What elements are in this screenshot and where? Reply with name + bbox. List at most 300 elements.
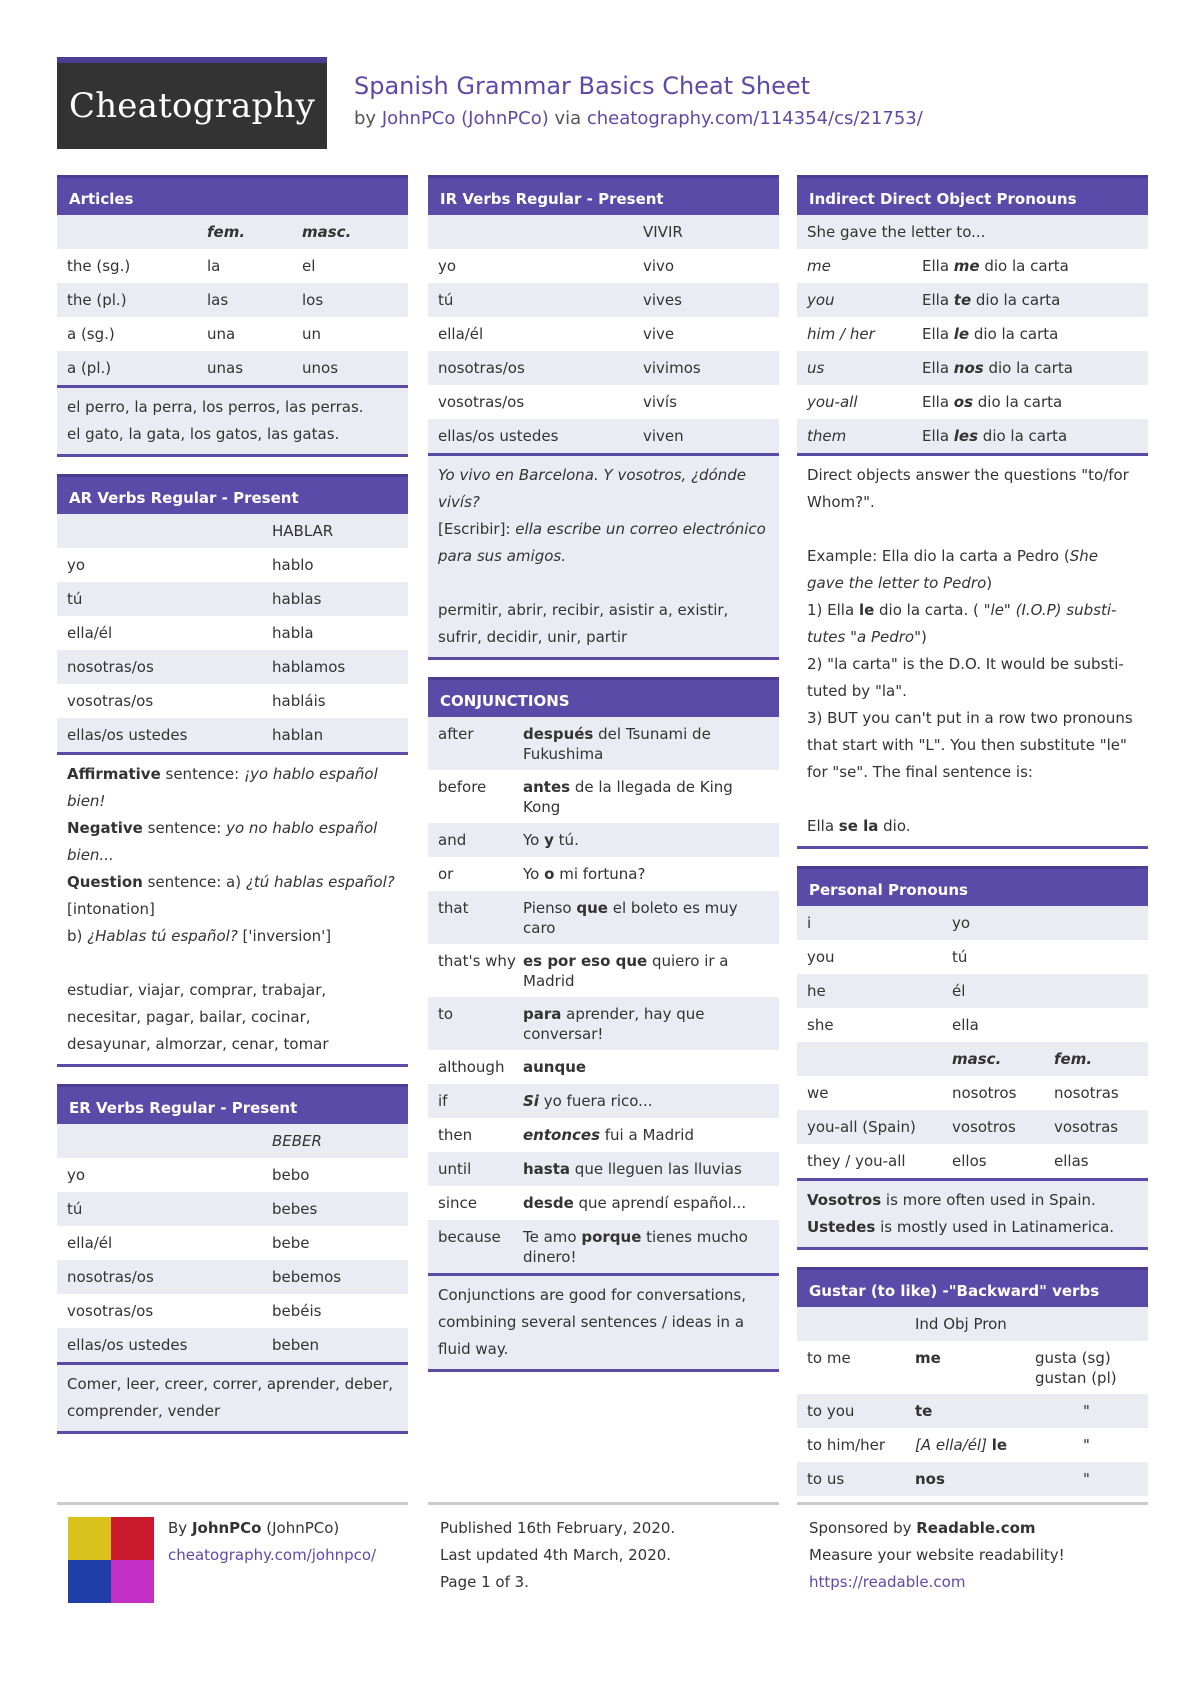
text: dio la carta bbox=[978, 427, 1068, 445]
cell: la bbox=[207, 257, 221, 275]
cell bbox=[523, 1220, 769, 1273]
cell: nosotras/os bbox=[438, 359, 525, 377]
cell: vive bbox=[643, 325, 675, 343]
table-row bbox=[57, 548, 408, 582]
cell bbox=[922, 317, 1138, 350]
table-row bbox=[797, 974, 1148, 1008]
col-fem: fem. bbox=[207, 223, 246, 241]
cell: unos bbox=[302, 359, 339, 377]
cell: bebe bbox=[272, 1234, 310, 1252]
col-masc: masc. bbox=[952, 1050, 1002, 1068]
table-row bbox=[57, 1124, 408, 1158]
cell: a (sg.) bbox=[67, 325, 115, 343]
table-row bbox=[797, 1076, 1148, 1110]
tag: [Escribir]: bbox=[438, 520, 516, 538]
cell: they / you-all bbox=[807, 1152, 906, 1170]
table-row bbox=[57, 1328, 408, 1362]
ir-verbs-box bbox=[428, 175, 779, 660]
text: dio. bbox=[878, 817, 911, 835]
cell: vosotras/os bbox=[438, 393, 525, 411]
example: ella escribe un correo electrónico para sus amigos. bbox=[438, 520, 766, 565]
iop-header: Indirect Direct Object Pronouns bbox=[797, 175, 1148, 215]
gustar-box bbox=[797, 1267, 1148, 1496]
cell: yo bbox=[67, 556, 86, 574]
column-3 bbox=[797, 175, 1148, 1496]
cell: he bbox=[807, 982, 826, 1000]
publish-info bbox=[440, 1515, 675, 1596]
articles-note bbox=[57, 385, 408, 454]
cell bbox=[915, 1341, 1035, 1374]
text: tienes mucho dinero! bbox=[523, 1228, 748, 1266]
cell: ellas bbox=[1054, 1152, 1089, 1170]
cell: that bbox=[438, 899, 469, 917]
cell bbox=[523, 823, 769, 856]
table-row bbox=[57, 1226, 408, 1260]
author-url-link[interactable]: cheatography.com/johnpco/ bbox=[168, 1546, 377, 1564]
cell: unas bbox=[207, 359, 244, 377]
text: [A ella/él] bbox=[915, 1436, 992, 1454]
cell: un bbox=[302, 325, 322, 343]
cell bbox=[523, 1050, 769, 1083]
cell bbox=[922, 385, 1138, 418]
text: Vosotros bbox=[807, 1191, 882, 1209]
ir-verbs-table bbox=[428, 215, 779, 453]
cell: tú bbox=[67, 1200, 83, 1218]
verb-header: HABLAR bbox=[272, 522, 334, 540]
table-row bbox=[57, 684, 408, 718]
text: que lleguen las lluvias bbox=[570, 1160, 742, 1178]
text: Te amo bbox=[523, 1228, 582, 1246]
example: ¿Hablas tú español? bbox=[87, 927, 238, 945]
cell: she bbox=[807, 1016, 834, 1034]
keyword: para bbox=[523, 1005, 562, 1023]
table-row bbox=[797, 1394, 1148, 1428]
text: de la llegada de King Kong bbox=[523, 778, 733, 816]
note-line bbox=[807, 597, 1138, 651]
cell: until bbox=[438, 1160, 472, 1178]
example: yo no hablo español bien... bbox=[67, 819, 378, 864]
cell bbox=[915, 1428, 1035, 1461]
cell: una bbox=[207, 325, 236, 343]
cell: bebemos bbox=[272, 1268, 342, 1286]
cell: vivís bbox=[643, 393, 677, 411]
cell: him / her bbox=[807, 325, 875, 343]
table-row bbox=[797, 283, 1148, 317]
cell: nosotros bbox=[952, 1084, 1017, 1102]
text: dio la carta bbox=[983, 359, 1073, 377]
text: gusta (sg) bbox=[1035, 1349, 1111, 1367]
text: She gave the letter to Pedro bbox=[807, 547, 1098, 592]
note-line bbox=[807, 543, 1138, 597]
table-row bbox=[57, 283, 408, 317]
cell: nosotras/os bbox=[67, 1268, 154, 1286]
spacer bbox=[67, 950, 398, 977]
table-row bbox=[797, 317, 1148, 351]
cell: hablo bbox=[272, 556, 314, 574]
table-row bbox=[428, 215, 779, 249]
author-link[interactable]: JohnPCo (JohnPCo) bbox=[381, 108, 549, 129]
cell bbox=[523, 1152, 769, 1185]
text: (JohnPCo) bbox=[261, 1519, 340, 1537]
table-row bbox=[797, 1110, 1148, 1144]
gustar-header: Gustar (to like) -"Backward" verbs bbox=[797, 1267, 1148, 1307]
table-row bbox=[797, 1008, 1148, 1042]
text: sentence: bbox=[142, 819, 227, 837]
cell: " bbox=[1083, 1436, 1090, 1454]
tag: [intonation] bbox=[67, 900, 155, 918]
cheatography-logo[interactable] bbox=[57, 57, 327, 149]
logo-text: Cheatography bbox=[69, 86, 315, 126]
ar-verbs-table bbox=[57, 514, 408, 752]
table-row bbox=[797, 1428, 1148, 1462]
footer-rule bbox=[797, 1502, 1148, 1505]
cell: ellas/os ustedes bbox=[67, 726, 188, 744]
conjunctions-note bbox=[428, 1273, 779, 1369]
table-row bbox=[428, 385, 779, 419]
sponsor-name: Readable.com bbox=[916, 1519, 1036, 1537]
example: ¡yo hablo español bien! bbox=[67, 765, 378, 810]
text: ) bbox=[986, 574, 993, 592]
example-1: Yo vivo en Barcelona. Y vosotros, ¿dónde vivís? bbox=[438, 466, 747, 511]
col-header: Ind Obj Pron bbox=[915, 1315, 1007, 1333]
table-row bbox=[428, 1084, 779, 1118]
cell: yo bbox=[952, 914, 971, 932]
note-line: 2) "la carta" is the D.O. It would be substi-tuted by "la". bbox=[807, 655, 1124, 700]
table-row bbox=[57, 718, 408, 752]
cell: beben bbox=[272, 1336, 320, 1354]
cell bbox=[1054, 940, 1138, 953]
cell: ellas/os ustedes bbox=[438, 427, 559, 445]
articles-box bbox=[57, 175, 408, 457]
avatar-tile bbox=[111, 1517, 154, 1560]
avatar-tile bbox=[111, 1560, 154, 1603]
table-row bbox=[797, 351, 1148, 385]
pronoun: os bbox=[953, 393, 974, 411]
cell: tú bbox=[952, 948, 968, 966]
text: se la bbox=[838, 817, 879, 835]
cell: us bbox=[807, 359, 825, 377]
blank-cell bbox=[67, 215, 207, 228]
ar-verbs-box bbox=[57, 474, 408, 1067]
keyword: entonces bbox=[523, 1126, 600, 1144]
cell: to him/her bbox=[807, 1436, 886, 1454]
cell: bebéis bbox=[272, 1302, 322, 1320]
cell: vivimos bbox=[643, 359, 701, 377]
pronoun: le bbox=[953, 325, 970, 343]
pronoun: me bbox=[953, 257, 980, 275]
cell: or bbox=[438, 865, 454, 883]
personal-pronouns-box bbox=[797, 866, 1148, 1250]
cell: nosotras/os bbox=[67, 658, 154, 676]
cell bbox=[523, 944, 769, 997]
table-row bbox=[428, 1152, 779, 1186]
author-line bbox=[168, 1515, 376, 1542]
table-row bbox=[797, 906, 1148, 940]
cell bbox=[1054, 1008, 1138, 1021]
text: Ustedes bbox=[807, 1218, 876, 1236]
keyword: que bbox=[576, 899, 608, 917]
cell: to me bbox=[807, 1349, 851, 1367]
pronoun: nos bbox=[915, 1470, 945, 1488]
table-row bbox=[428, 717, 779, 770]
cell: them bbox=[807, 427, 847, 445]
text: Yo bbox=[523, 865, 545, 883]
cell bbox=[523, 717, 769, 770]
articles-header: Articles bbox=[57, 175, 408, 215]
cell: although bbox=[438, 1058, 505, 1076]
cell bbox=[922, 419, 1138, 452]
table-row bbox=[57, 1192, 408, 1226]
text: gustan (pl) bbox=[1035, 1369, 1117, 1387]
col-masc: masc. bbox=[302, 223, 352, 241]
text: sentence: a) bbox=[142, 873, 246, 891]
table-row bbox=[428, 997, 779, 1050]
cell: to bbox=[438, 1005, 454, 1023]
note-line: Direct objects answer the questions "to/for Whom?". bbox=[807, 466, 1129, 511]
ar-verbs-note bbox=[57, 752, 408, 1064]
table-row bbox=[797, 1462, 1148, 1496]
cell: you bbox=[807, 291, 835, 309]
text: le bbox=[858, 601, 875, 619]
text: yo fuera rico... bbox=[538, 1092, 653, 1110]
text: tú. bbox=[553, 831, 579, 849]
text: Ella bbox=[922, 257, 954, 275]
pronoun: les bbox=[953, 427, 979, 445]
byline-prefix: by bbox=[354, 108, 382, 129]
author-avatar[interactable] bbox=[68, 1517, 154, 1603]
blank-cell bbox=[807, 1307, 915, 1320]
table-row bbox=[57, 1158, 408, 1192]
column-2 bbox=[428, 175, 779, 1389]
keyword: Si bbox=[523, 1092, 539, 1110]
er-verbs-note bbox=[57, 1362, 408, 1431]
text: Example: Ella dio la carta a Pedro ( bbox=[807, 547, 1070, 565]
ir-verbs-note bbox=[428, 453, 779, 657]
table-row bbox=[428, 770, 779, 823]
table-row bbox=[428, 351, 779, 385]
column-1 bbox=[57, 175, 408, 1451]
updated-date: Last updated 4th March, 2020. bbox=[440, 1546, 672, 1564]
cell: habláis bbox=[272, 692, 326, 710]
cell: to you bbox=[807, 1402, 855, 1420]
page-number: Page 1 of 3. bbox=[440, 1573, 529, 1591]
published-date: Published 16th February, 2020. bbox=[440, 1519, 676, 1537]
cell: you-all (Spain) bbox=[807, 1118, 916, 1136]
cell: las bbox=[207, 291, 229, 309]
cell bbox=[915, 1462, 1035, 1495]
cell bbox=[922, 249, 1138, 282]
cell bbox=[523, 770, 769, 823]
cell: after bbox=[438, 725, 474, 743]
cell: " bbox=[1083, 1470, 1090, 1488]
keyword: porque bbox=[581, 1228, 642, 1246]
table-row bbox=[57, 514, 408, 548]
personal-pronouns-header: Personal Pronouns bbox=[797, 866, 1148, 906]
question-b-line bbox=[67, 923, 398, 950]
sponsor-url-link[interactable]: https://readable.com bbox=[809, 1573, 966, 1591]
cell bbox=[523, 857, 769, 890]
er-verbs-table bbox=[57, 1124, 408, 1362]
text: dio la carta bbox=[979, 257, 1069, 275]
cell: me bbox=[807, 257, 831, 275]
table-row bbox=[428, 1050, 779, 1084]
table-row bbox=[57, 616, 408, 650]
cell: since bbox=[438, 1194, 477, 1212]
note-line: 3) BUT you can't put in a row two pronouns that start with "L". You then substitute "le" for "se". The final sentence is: bbox=[807, 709, 1133, 781]
table-row bbox=[797, 249, 1148, 283]
table-row bbox=[428, 1118, 779, 1152]
gustar-table bbox=[797, 1307, 1148, 1496]
text: dio la carta bbox=[969, 325, 1059, 343]
blank-cell bbox=[67, 1124, 272, 1137]
cell: vosotras/os bbox=[67, 692, 154, 710]
keyword: es por eso que bbox=[523, 952, 648, 970]
table-row bbox=[797, 1341, 1148, 1394]
keyword: y bbox=[544, 831, 554, 849]
blank-cell bbox=[438, 215, 643, 228]
cell: ellos bbox=[952, 1152, 987, 1170]
cell: vosotros bbox=[952, 1118, 1016, 1136]
text: Ella bbox=[922, 325, 954, 343]
note-line: el perro, la perra, los perros, las perras. bbox=[67, 398, 364, 416]
cell: the (pl.) bbox=[67, 291, 127, 309]
avatar-tile bbox=[68, 1560, 111, 1603]
spacer bbox=[438, 570, 769, 597]
label: Affirmative bbox=[67, 765, 161, 783]
conjunctions-box bbox=[428, 677, 779, 1372]
text: dio la carta bbox=[971, 291, 1061, 309]
cell: yo bbox=[67, 1166, 86, 1184]
cell: we bbox=[807, 1084, 829, 1102]
cell: tú bbox=[438, 291, 454, 309]
text: sentence: bbox=[160, 765, 244, 783]
text: Ella bbox=[922, 291, 954, 309]
table-row bbox=[57, 1294, 408, 1328]
articles-table bbox=[57, 215, 408, 385]
table-row bbox=[428, 823, 779, 857]
note-line bbox=[807, 813, 1138, 840]
iop-box bbox=[797, 175, 1148, 849]
text: Pienso bbox=[523, 899, 577, 917]
sponsor-tagline: Measure your website readability! bbox=[809, 1546, 1065, 1564]
note-line bbox=[807, 1187, 1138, 1214]
text: aprender, hay que conversar! bbox=[523, 1005, 705, 1043]
cell: that's why bbox=[438, 952, 516, 970]
table-row bbox=[428, 944, 779, 997]
cell bbox=[922, 283, 1138, 316]
text: dio la carta. ( bbox=[874, 601, 984, 619]
pronoun: nos bbox=[953, 359, 984, 377]
keyword: o bbox=[544, 865, 555, 883]
cell bbox=[523, 1118, 769, 1151]
blank-cell bbox=[807, 1042, 952, 1055]
page-title: Spanish Grammar Basics Cheat Sheet bbox=[354, 72, 811, 100]
cell: tú bbox=[67, 590, 83, 608]
sheet-url-link[interactable]: cheatography.com/114354/cs/21753/ bbox=[586, 108, 923, 129]
cell bbox=[523, 891, 769, 944]
cell: a (pl.) bbox=[67, 359, 112, 377]
text: el boleto es muy caro bbox=[523, 899, 738, 937]
question-line bbox=[67, 869, 398, 923]
text: is more often used in Spain. bbox=[881, 1191, 1096, 1209]
byline bbox=[354, 108, 923, 129]
affirmative-line bbox=[67, 761, 398, 815]
cell: ella/él bbox=[67, 1234, 113, 1252]
cell bbox=[922, 351, 1138, 384]
text: is mostly used in Latinamerica. bbox=[875, 1218, 1115, 1236]
table-row bbox=[428, 1186, 779, 1220]
verbs-list: estudiar, viajar, comprar, trabajar, necesitar, pagar, bailar, cocinar, desayunar, almorzar, cenar, tomar bbox=[67, 981, 329, 1053]
ar-verbs-header: AR Verbs Regular - Present bbox=[57, 474, 408, 514]
table-row bbox=[57, 317, 408, 351]
note-line: Conjunctions are good for conversations, combining several sentences / ideas in a fluid way. bbox=[438, 1286, 747, 1358]
table-row bbox=[797, 215, 1148, 249]
table-row bbox=[797, 1042, 1148, 1076]
conjunctions-header: CONJUNCTIONS bbox=[428, 677, 779, 717]
cell: ellas/os ustedes bbox=[67, 1336, 188, 1354]
note-line bbox=[807, 1214, 1138, 1241]
cell: hablas bbox=[272, 590, 322, 608]
text: Sponsored by bbox=[809, 1519, 917, 1537]
spacer bbox=[807, 516, 1138, 543]
table-row bbox=[797, 419, 1148, 453]
keyword: aunque bbox=[523, 1058, 587, 1076]
keyword: después bbox=[523, 725, 594, 743]
text: Ella bbox=[922, 359, 954, 377]
cell: She gave the letter to... bbox=[807, 223, 986, 241]
table-row bbox=[57, 249, 408, 283]
keyword: hasta bbox=[523, 1160, 571, 1178]
text: Ella bbox=[807, 817, 839, 835]
cell bbox=[1054, 974, 1138, 987]
table-row bbox=[428, 419, 779, 453]
verbs-list: permitir, abrir, recibir, asistir a, existir, sufrir, decidir, unir, partir bbox=[438, 601, 729, 646]
pronoun: te bbox=[953, 291, 972, 309]
text: "le" (I.O.P) substi-tutes "a Pedro" bbox=[807, 601, 1117, 646]
cell: habla bbox=[272, 624, 314, 642]
footer-rule bbox=[57, 1502, 408, 1505]
personal-pronouns-note bbox=[797, 1178, 1148, 1247]
cell: before bbox=[438, 778, 487, 796]
cell: ella/él bbox=[438, 325, 484, 343]
table-row bbox=[428, 891, 779, 944]
blank-cell bbox=[67, 514, 272, 527]
cell: " bbox=[1083, 1402, 1090, 1420]
table-row bbox=[57, 582, 408, 616]
conjunctions-table bbox=[428, 717, 779, 1273]
example: ¿tú hablas español? bbox=[245, 873, 395, 891]
cell: you-all bbox=[807, 393, 858, 411]
pronoun: me bbox=[915, 1349, 941, 1367]
negative-line bbox=[67, 815, 398, 869]
cell bbox=[523, 997, 769, 1050]
cell: vives bbox=[643, 291, 682, 309]
verbs-list: Comer, leer, creer, correr, aprender, deber, comprender, vender bbox=[67, 1375, 394, 1420]
sponsor-info bbox=[809, 1515, 1065, 1596]
spacer bbox=[807, 786, 1138, 813]
verb-header: VIVIR bbox=[643, 223, 683, 241]
cell: and bbox=[438, 831, 467, 849]
text: que aprendí español... bbox=[573, 1194, 747, 1212]
cell: yo bbox=[438, 257, 457, 275]
iop-table bbox=[797, 215, 1148, 453]
table-row bbox=[428, 283, 779, 317]
cell bbox=[1054, 906, 1138, 919]
example-2 bbox=[438, 516, 769, 570]
byline-via: via bbox=[548, 108, 587, 129]
cell: the (sg.) bbox=[67, 257, 131, 275]
text: ) bbox=[920, 628, 927, 646]
